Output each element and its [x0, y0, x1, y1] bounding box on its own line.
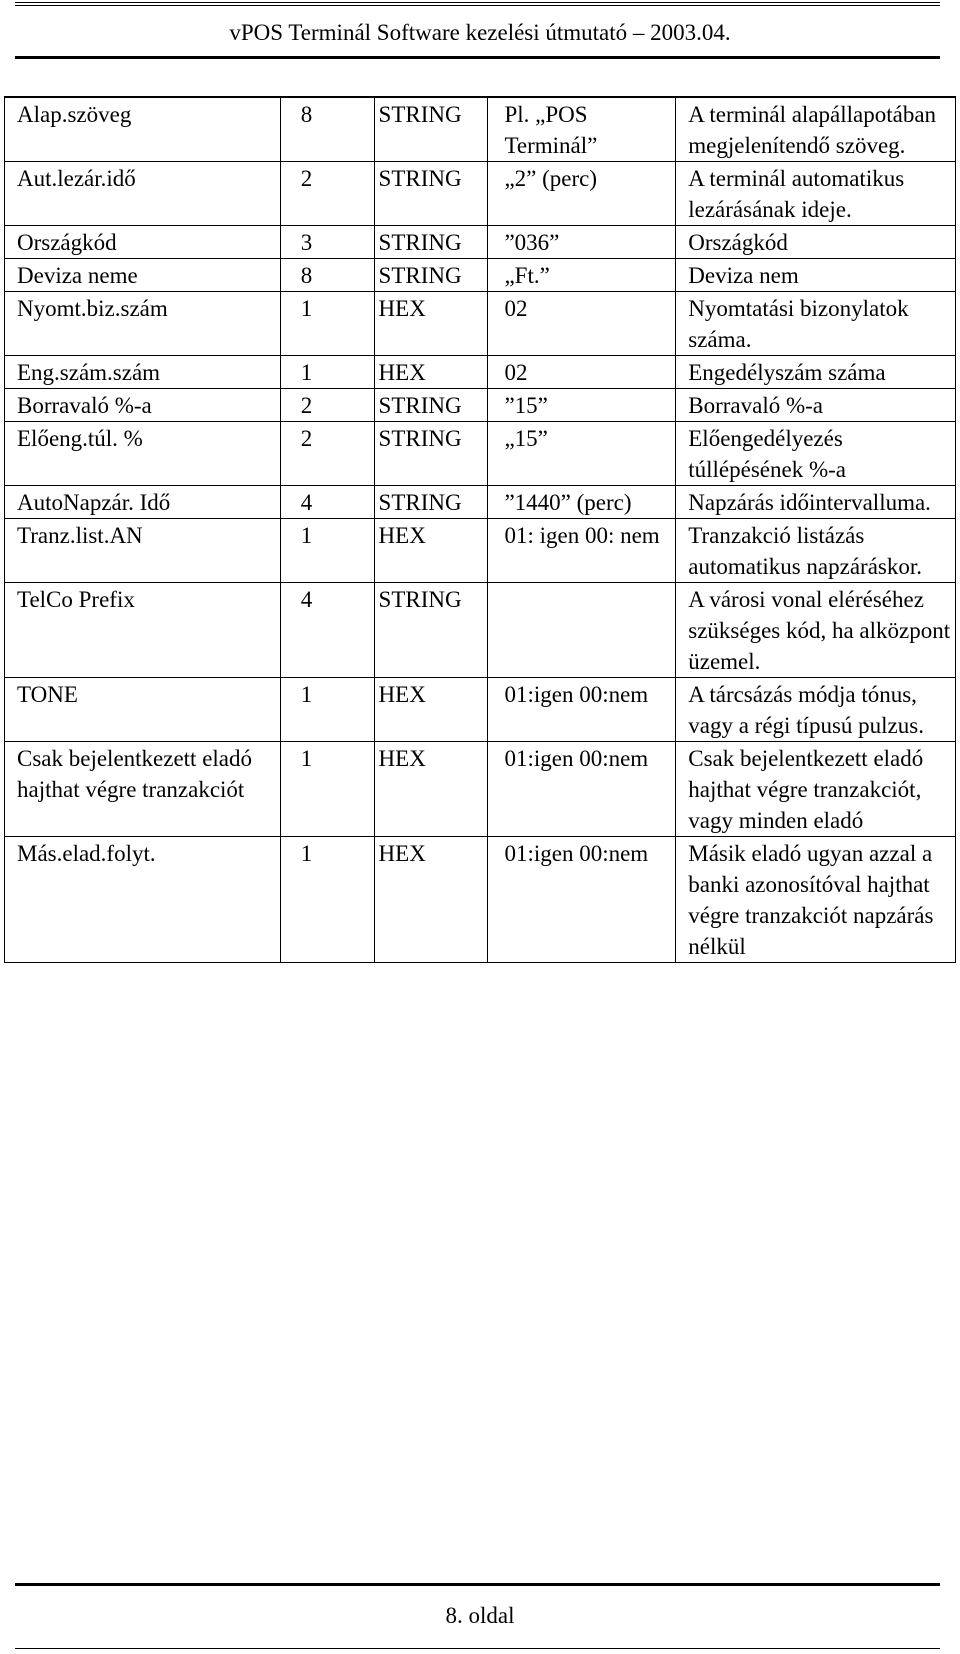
param-name-cell: Nyomt.biz.szám — [5, 292, 281, 356]
param-desc-cell: Deviza nem — [676, 259, 956, 292]
table-row — [5, 292, 956, 356]
param-default-cell: „2” (perc) — [488, 162, 676, 226]
param-default-cell: 02 — [488, 356, 676, 389]
param-type-cell: STRING — [374, 97, 488, 162]
param-type-cell: STRING — [374, 389, 488, 422]
table-row — [5, 162, 956, 226]
param-name-cell: TelCo Prefix — [5, 583, 281, 678]
param-type-cell: STRING — [374, 162, 488, 226]
param-desc-cell: A terminál automatikus lezárásának ideje. — [676, 162, 956, 226]
param-size-cell: 2 — [280, 389, 374, 422]
page-number: 8. oldal — [445, 1603, 515, 1628]
param-default-cell: 01:igen 00:nem — [488, 837, 676, 963]
param-default-cell: ”15” — [488, 389, 676, 422]
param-default-cell: 01:igen 00:nem — [488, 678, 676, 742]
param-name-cell: Tranz.list.AN — [5, 519, 281, 583]
param-type-cell: HEX — [374, 292, 488, 356]
param-size-cell: 3 — [280, 226, 374, 259]
param-name-cell: Csak bejelentkezett eladó hajthat végre tranzakciót — [5, 742, 281, 837]
param-size-cell: 1 — [280, 356, 374, 389]
param-size-cell: 2 — [280, 422, 374, 486]
param-size-cell: 4 — [280, 583, 374, 678]
param-size-cell: 1 — [280, 678, 374, 742]
table-row — [5, 519, 956, 583]
param-size-cell: 1 — [280, 519, 374, 583]
table-row — [5, 422, 956, 486]
table-row — [5, 742, 956, 837]
footer-rule — [15, 1583, 940, 1586]
table-row — [5, 486, 956, 519]
parameter-table — [4, 96, 956, 963]
table-row — [5, 583, 956, 678]
param-desc-cell: Tranzakció listázás automatikus napzáráskor. — [676, 519, 956, 583]
param-name-cell: AutoNapzár. Idő — [5, 486, 281, 519]
table-row — [5, 97, 956, 162]
table-row — [5, 259, 956, 292]
param-desc-cell: Engedélyszám száma — [676, 356, 956, 389]
param-desc-cell: A városi vonal eléréséhez szükséges kód, ha alközpont üzemel. — [676, 583, 956, 678]
table-row — [5, 356, 956, 389]
header-top-rule — [15, 2, 940, 6]
param-default-cell — [488, 583, 676, 678]
param-size-cell: 8 — [280, 259, 374, 292]
param-default-cell: ”1440” (perc) — [488, 486, 676, 519]
param-default-cell: 01: igen 00: nem — [488, 519, 676, 583]
param-name-cell: TONE — [5, 678, 281, 742]
param-size-cell: 8 — [280, 97, 374, 162]
param-type-cell: HEX — [374, 519, 488, 583]
param-desc-cell: A tárcsázás módja tónus, vagy a régi típusú pulzus. — [676, 678, 956, 742]
param-type-cell: HEX — [374, 356, 488, 389]
param-type-cell: STRING — [374, 422, 488, 486]
param-desc-cell: Nyomtatási bizonylatok száma. — [676, 292, 956, 356]
param-default-cell: „Ft.” — [488, 259, 676, 292]
parameter-table-body — [5, 97, 956, 963]
param-size-cell: 1 — [280, 742, 374, 837]
param-type-cell: STRING — [374, 226, 488, 259]
table-row — [5, 678, 956, 742]
table-row — [5, 226, 956, 259]
param-type-cell: STRING — [374, 583, 488, 678]
param-default-cell: Pl. „POS Terminál” — [488, 97, 676, 162]
param-desc-cell: Előengedélyezés túllépésének %-a — [676, 422, 956, 486]
param-name-cell: Előeng.túl. % — [5, 422, 281, 486]
param-default-cell: ”036” — [488, 226, 676, 259]
table-row — [5, 837, 956, 963]
param-name-cell: Eng.szám.szám — [5, 356, 281, 389]
param-desc-cell: Országkód — [676, 226, 956, 259]
param-default-cell: 01:igen 00:nem — [488, 742, 676, 837]
param-name-cell: Borravaló %-a — [5, 389, 281, 422]
param-size-cell: 4 — [280, 486, 374, 519]
param-name-cell: Országkód — [5, 226, 281, 259]
param-default-cell: 02 — [488, 292, 676, 356]
page-header-title: vPOS Terminál Software kezelési útmutató – 2003.04. — [229, 20, 731, 45]
param-name-cell: Aut.lezár.idő — [5, 162, 281, 226]
param-size-cell: 1 — [280, 837, 374, 963]
footer-bottom-rule — [15, 1648, 940, 1649]
param-size-cell: 1 — [280, 292, 374, 356]
param-size-cell: 2 — [280, 162, 374, 226]
param-type-cell: HEX — [374, 742, 488, 837]
header-rule — [15, 56, 940, 59]
param-type-cell: HEX — [374, 678, 488, 742]
param-desc-cell: Napzárás időintervalluma. — [676, 486, 956, 519]
param-default-cell: „15” — [488, 422, 676, 486]
param-type-cell: STRING — [374, 486, 488, 519]
param-desc-cell: A terminál alapállapotában megjelenítendő szöveg. — [676, 97, 956, 162]
param-desc-cell: Borravaló %-a — [676, 389, 956, 422]
param-name-cell: Alap.szöveg — [5, 97, 281, 162]
param-type-cell: STRING — [374, 259, 488, 292]
table-row — [5, 389, 956, 422]
param-name-cell: Más.elad.folyt. — [5, 837, 281, 963]
param-desc-cell: Csak bejelentkezett eladó hajthat végre tranzakciót, vagy minden eladó — [676, 742, 956, 837]
param-type-cell: HEX — [374, 837, 488, 963]
param-name-cell: Deviza neme — [5, 259, 281, 292]
param-desc-cell: Másik eladó ugyan azzal a banki azonosítóval hajthat végre tranzakciót napzárás nélkül — [676, 837, 956, 963]
